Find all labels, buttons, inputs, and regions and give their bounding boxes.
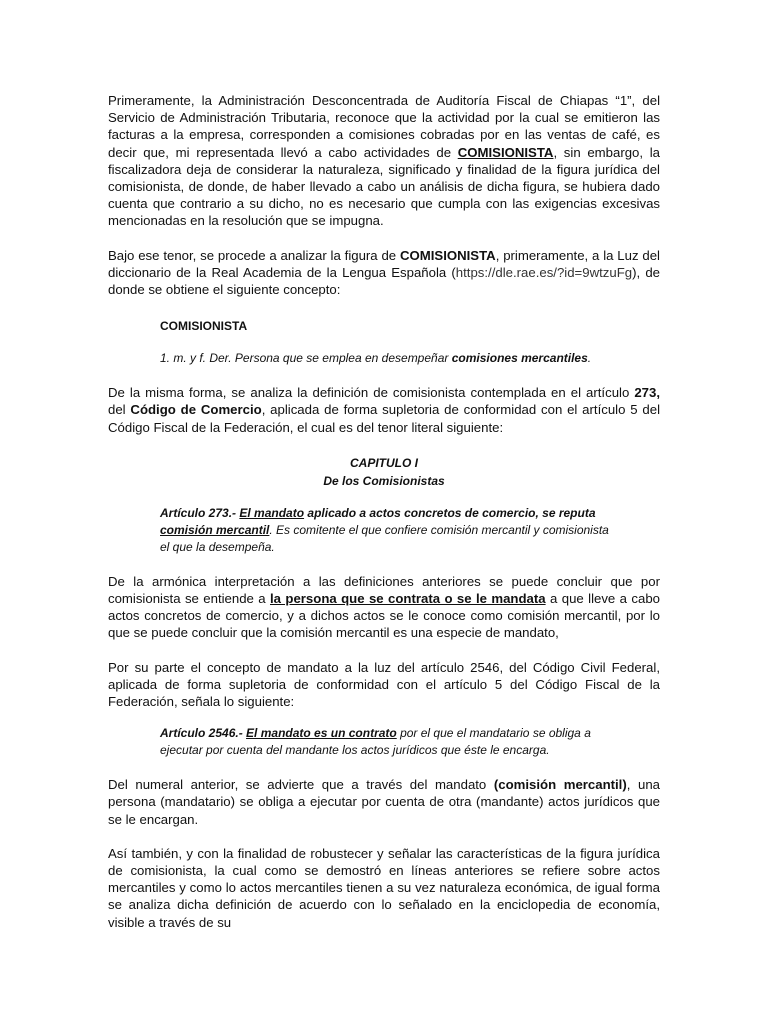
- paragraph-codigo-civil: Por su parte el concepto de mandato a la luz del artículo 2546, del Código Civil Federal, aplicada de forma supletoria de conformidad con el artículo 5 del Código Fiscal de la Federación, señala lo siguiente:: [108, 659, 660, 710]
- paragraph-rae: Bajo ese tenor, se procede a analizar la figura de COMISIONISTA, primeramente, a la Luz del diccionario de la Real Academia de la Lengua Española (https://dle.rae.es/?id=9wtzuFg), de donde se obtiene el siguiente concepto:: [108, 247, 660, 298]
- article-2546: Artículo 2546.- El mandato es un contrato por el que el mandatario se obliga a ejecutar por cuenta del mandante los actos jurídicos que éste le encarga.: [160, 726, 591, 758]
- rae-link[interactable]: https://dle.rae.es/?id=9wtzuFg: [455, 264, 633, 280]
- chapter-subheading: De los Comisionistas: [323, 473, 445, 488]
- term-comisionista: COMISIONISTA: [457, 144, 554, 160]
- article-273: Artículo 273.- El mandato aplicado a actos concretos de comercio, se reputa comisión mercantil. Es comitente el que confiere comisión mercantil y comisionista el que la desempeña.: [160, 505, 609, 554]
- definition-title: COMISIONISTA: [160, 319, 248, 334]
- definition-text: 1. m. y f. Der. Persona que se emplea en desempeñar comisiones mercantiles.: [160, 351, 592, 366]
- paragraph-interpretacion: De la armónica interpretación a las definiciones anteriores se puede concluir que por comisionista se entiende a la persona que se contrata o se le mandata a que lleve a cabo actos concretos de comercio, y a dichos actos se le conoce como comisión mercantil, por lo que se puede concluir que la comisión mercantil es una especie de mandato,: [108, 573, 660, 641]
- chapter-heading: CAPITULO I: [350, 455, 418, 470]
- paragraph-codigo-comercio: De la misma forma, se analiza la definición de comisionista contemplada en el artículo 273, del Código de Comercio, aplicada de forma supletoria de conformidad con el artículo 5 del Código Fiscal de la Federación, el cual es del tenor literal siguiente:: [108, 385, 660, 435]
- paragraph-mandato: Del numeral anterior, se advierte que a través del mandato (comisión mercantil), una persona (mandatario) se obliga a ejecutar por cuenta de otra (mandante) actos jurídicos que se le encargan.: [108, 777, 660, 827]
- term-comisionista-2: COMISIONISTA: [399, 247, 496, 263]
- paragraph-intro: Primeramente, la Administración Desconcentrada de Auditoría Fiscal de Chiapas “1”, del Servicio de Administración Tributaria, reconoce que la actividad por la cual se emitieron las facturas a la empresa, corresponden a comisiones cobradas por en las ventas de café, es decir que, mi representada llevó a cabo actividades de COMISIONISTA, sin embargo, la fiscalizadora deja de considerar la naturaleza, significado y finalidad de la figura jurídica del comisionista, de donde, de haber llevado a cabo un análisis de dicha figura, se hubiera dado cuenta que contrario a su dicho, no es necesario que cumpla con las exigencias excesivas mencionadas en la resolución que se impugna.: [108, 93, 660, 229]
- paragraph-enciclopedia: Así también, y con la finalidad de robustecer y señalar las características de la figura jurídica de comisionista, la cual como se demostró en líneas anteriores se refiere sobre actos mercantiles y como lo actos mercantiles tienen a su vez naturaleza económica, de igual forma se analiza dicha definición de acuerdo con lo señalado en la enciclopedia de economía, visible a través de su: [108, 845, 660, 930]
